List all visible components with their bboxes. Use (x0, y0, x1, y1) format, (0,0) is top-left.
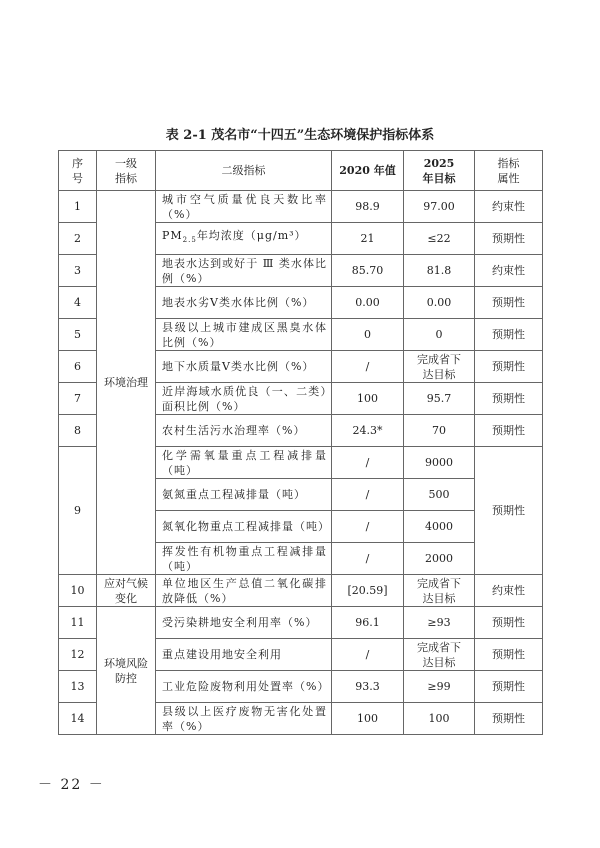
value-2020: 24.3* (332, 415, 404, 447)
table-title: 表 2-1 茂名市“十四五”生态环境保护指标体系 (165, 128, 435, 143)
indicator-name: 工业危险废物利用处置率（%） (156, 671, 332, 703)
target-2025: 81.8 (404, 255, 475, 287)
value-2020: 93.3 (332, 671, 404, 703)
row-no: 1 (59, 191, 97, 223)
table-row (59, 575, 543, 607)
value-2020: / (332, 639, 404, 671)
row-no: 5 (59, 319, 97, 351)
attribute: 预期性 (475, 607, 543, 639)
attribute: 预期性 (475, 415, 543, 447)
target-2025: 0.00 (404, 287, 475, 319)
header-2025: 2025 年目标 (404, 151, 475, 191)
target-2025: ≤22 (404, 223, 475, 255)
attribute: 预期性 (475, 447, 543, 575)
pm-label: PM (162, 229, 183, 243)
value-2020: / (332, 543, 404, 575)
target-2025: 97.00 (404, 191, 475, 223)
indicator-name: 地下水质量Ⅴ类水比例（%） (156, 351, 332, 383)
indicator-name (156, 223, 332, 255)
value-2020: 98.9 (332, 191, 404, 223)
target-2025: 0 (404, 319, 475, 351)
value-2020: / (332, 479, 404, 511)
row-no: 12 (59, 639, 97, 671)
target-2025: ≥93 (404, 607, 475, 639)
pm-subscript: 2.5 (182, 236, 197, 245)
attribute: 约束性 (475, 575, 543, 607)
target-2025: 完成省下达目标 (404, 575, 475, 607)
header-row (59, 151, 543, 191)
row-no: 4 (59, 287, 97, 319)
row-no: 3 (59, 255, 97, 287)
indicator-name: 氨氮重点工程减排量（吨） (156, 479, 332, 511)
attribute: 预期性 (475, 351, 543, 383)
attribute: 预期性 (475, 223, 543, 255)
page-number: － 22 － (38, 777, 105, 793)
indicator-name: 地表水劣Ⅴ类水体比例（%） (156, 287, 332, 319)
attribute: 预期性 (475, 703, 543, 735)
attribute: 约束性 (475, 255, 543, 287)
target-2025: 4000 (404, 511, 475, 543)
indicator-name: 受污染耕地安全利用率（%） (156, 607, 332, 639)
indicator-name: 化学需氧量重点工程减排量（吨） (156, 447, 332, 479)
target-2025: 9000 (404, 447, 475, 479)
table-row (59, 607, 543, 639)
header-level1: 一级指标 (97, 151, 156, 191)
indicator-table (58, 150, 543, 735)
value-2020: [20.59] (332, 575, 404, 607)
attribute: 预期性 (475, 671, 543, 703)
indicator-name-text: 年均浓度（μg/m³） (196, 229, 307, 243)
row-no: 2 (59, 223, 97, 255)
row-no: 10 (59, 575, 97, 607)
indicator-name: 氮氧化物重点工程减排量（吨） (156, 511, 332, 543)
target-2025: 70 (404, 415, 475, 447)
value-2020: / (332, 447, 404, 479)
attribute: 预期性 (475, 287, 543, 319)
target-2025: 完成省下达目标 (404, 351, 475, 383)
group-risk: 环境风险防控 (97, 607, 156, 735)
target-2025: 95.7 (404, 383, 475, 415)
value-2020: 85.70 (332, 255, 404, 287)
indicator-name: 县级以上城市建成区黑臭水体比例（%） (156, 319, 332, 351)
target-2025: 500 (404, 479, 475, 511)
attribute: 预期性 (475, 639, 543, 671)
value-2020: / (332, 351, 404, 383)
indicator-name: 重点建设用地安全利用 (156, 639, 332, 671)
attribute: 预期性 (475, 383, 543, 415)
value-2020: 21 (332, 223, 404, 255)
group-env: 环境治理 (97, 191, 156, 575)
target-2025: 完成省下达目标 (404, 639, 475, 671)
target-2025: ≥99 (404, 671, 475, 703)
indicator-name: 单位地区生产总值二氧化碳排放降低（%） (156, 575, 332, 607)
indicator-name: 城市空气质量优良天数比率（%） (156, 191, 332, 223)
value-2020: 96.1 (332, 607, 404, 639)
row-no: 8 (59, 415, 97, 447)
attribute: 预期性 (475, 319, 543, 351)
target-2025: 100 (404, 703, 475, 735)
value-2020: 0.00 (332, 287, 404, 319)
row-no: 13 (59, 671, 97, 703)
header-2020: 2020 年值 (332, 151, 404, 191)
row-no: 11 (59, 607, 97, 639)
header-attr: 指标属性 (475, 151, 543, 191)
attribute: 约束性 (475, 191, 543, 223)
value-2020: 100 (332, 703, 404, 735)
group-climate: 应对气候变化 (97, 575, 156, 607)
indicator-name: 农村生活污水治理率（%） (156, 415, 332, 447)
row-no: 7 (59, 383, 97, 415)
table-row (59, 191, 543, 223)
value-2020: 100 (332, 383, 404, 415)
indicator-name: 挥发性有机物重点工程减排量（吨） (156, 543, 332, 575)
indicator-name: 近岸海域水质优良（一、二类）面积比例（%） (156, 383, 332, 415)
indicator-name: 县级以上医疗废物无害化处置率（%） (156, 703, 332, 735)
value-2020: 0 (332, 319, 404, 351)
indicator-name: 地表水达到或好于 Ⅲ 类水体比例（%） (156, 255, 332, 287)
row-no: 9 (59, 447, 97, 575)
row-no: 6 (59, 351, 97, 383)
value-2020: / (332, 511, 404, 543)
target-2025: 2000 (404, 543, 475, 575)
header-no: 序号 (59, 151, 97, 191)
row-no: 14 (59, 703, 97, 735)
header-level2: 二级指标 (156, 151, 332, 191)
